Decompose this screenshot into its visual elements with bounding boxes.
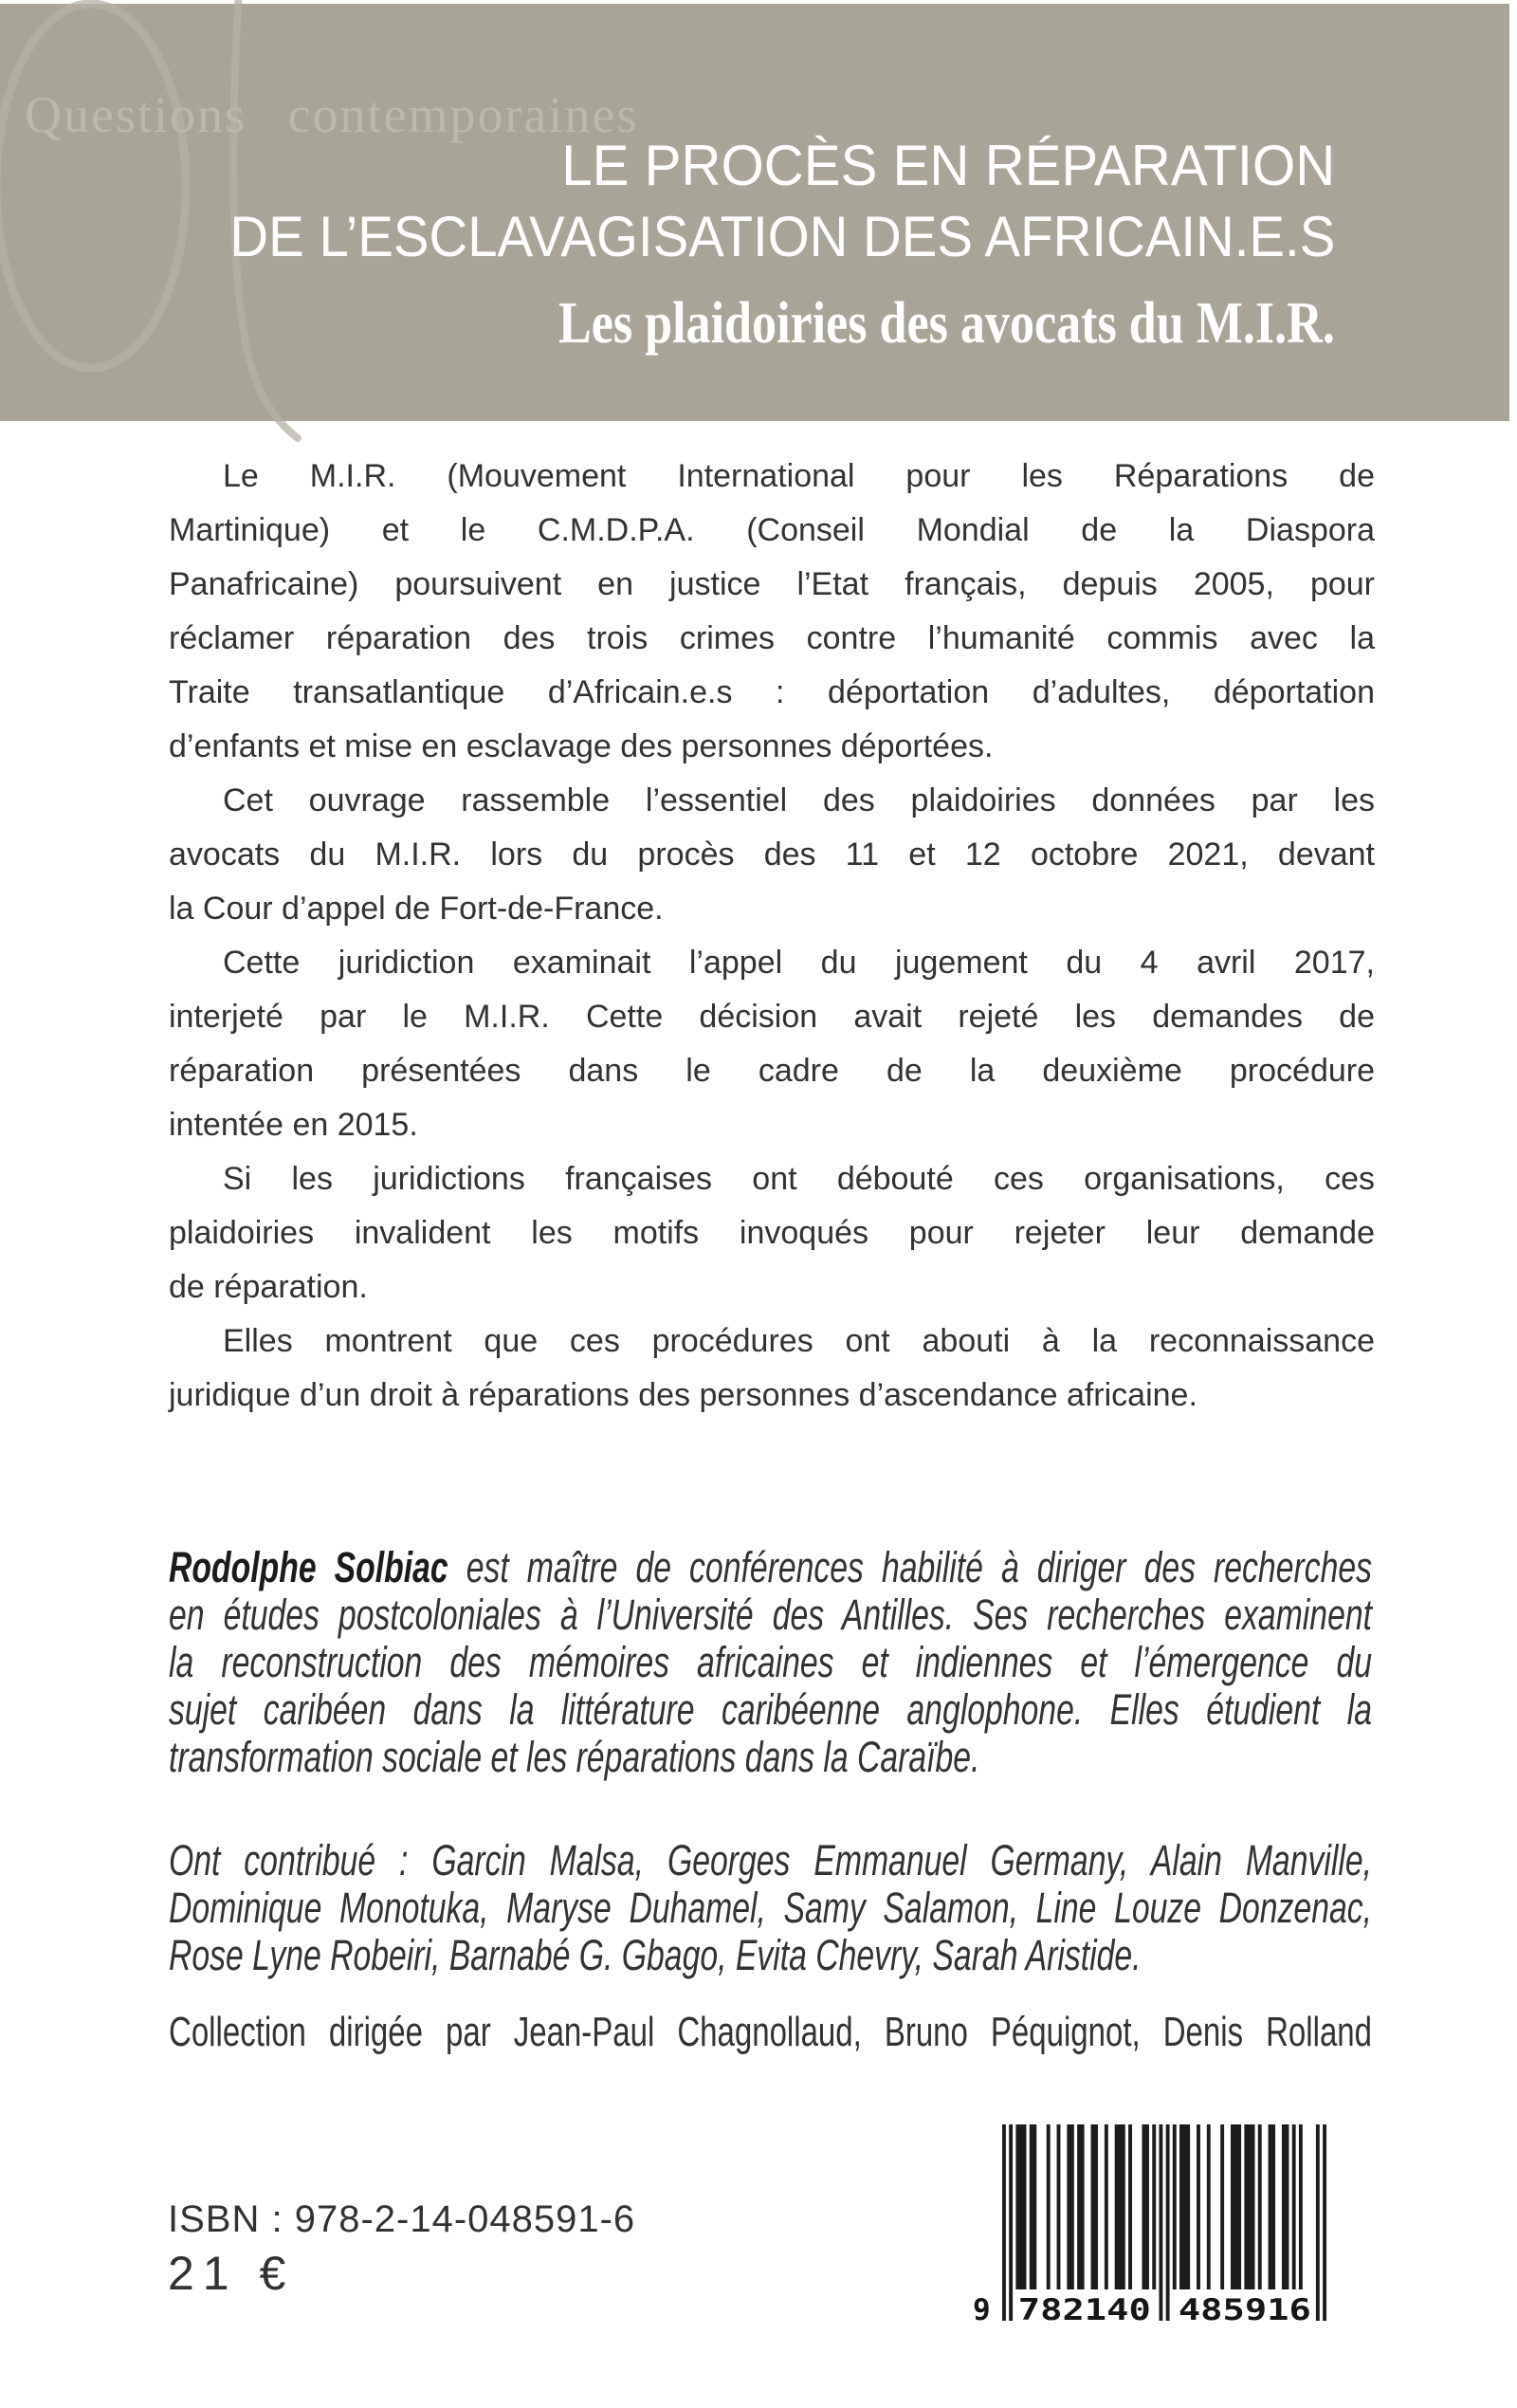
text-line: Dominique Monotuka, Maryse Duhamel, Samy Salamon, Line Louze Donzenac, [169,1884,1372,1932]
synopsis [169,450,1375,1423]
price-label: 21 € [168,2247,295,2300]
text-line: en études postcoloniales à l’Université des Antilles. Ses recherches examinent [169,1590,1372,1639]
barcode-digits: 782140 [1017,2293,1151,2325]
text-line: la reconstruction des mémoires africaines et indiennes et l’émergence du [169,1638,1372,1686]
book-subtitle-text: Les plaidoiries des avocats du M.I.R. [558,291,1335,356]
book-title-line-1 [538,134,1335,197]
text-line: transformation sociale et les réparations dans la Caraïbe. [169,1733,980,1781]
collection-band [0,4,1509,421]
text-line: interjeté par le M.I.R. Cette décision avait rejeté les demandes de [169,999,1375,1035]
text-line: réclamer réparation des trois crimes contre l’humanité commis avec la [169,620,1375,656]
book-subtitle [411,291,1335,356]
contributors [169,1837,1372,1979]
text-line: réparation présentées dans le cadre de la deuxième procédure [169,1053,1375,1089]
barcode-digits: 485916 [1178,2293,1311,2325]
text-line: intentée en 2015. [169,1107,418,1143]
text-line: Le M.I.R. (Mouvement International pour les Réparations de [223,458,1375,494]
text-line: Cet ouvrage rassemble l’essentiel des plaidoiries données par les [223,782,1375,818]
text-line: sujet caribéen dans la littérature caribéenne anglophone. Elles étudient la [169,1685,1372,1734]
text-line: Martinique) et le C.M.D.P.A. (Conseil Mondial de la Diaspora [169,512,1375,548]
author-bio [169,1544,1372,1781]
text-line: Si les juridictions françaises ont débouté ces organisations, ces [223,1161,1375,1197]
text-line: Panafricaine) poursuivent en justice l’Etat français, depuis 2005, pour [169,566,1375,602]
text-line: d’enfants et mise en esclavage des personnes déportées. [169,728,994,764]
isbn-label: ISBN : 978-2-14-048591-6 [168,2198,636,2240]
barcode-digits: 9 [973,2293,991,2325]
text-line: avocats du M.I.R. lors du procès des 11 et 12 octobre 2021, devant [169,836,1375,873]
book-title-text-1: LE PROCÈS EN RÉPARATION [560,134,1335,197]
text-line: la Cour d’appel de Fort-de-France. [169,891,664,927]
text-line: Rodolphe Solbiac est maître de conférences habilité à diriger des recherches [169,1543,1372,1591]
collection-watermark: Questions contemporaines [25,86,639,143]
book-title-text-2: DE L’ESCLAVAGISATION DES AFRICAIN.E.S [229,205,1335,268]
text-line: Traite transatlantique d’Africain.e.s : déportation d’adultes, déportation [169,674,1375,710]
collection-note-text: Collection dirigée par Jean-Paul Chagnollaud, Bruno Péquignot, Denis Rolland [169,2009,1372,2055]
book-title-line-2 [159,205,1335,268]
text-line: juridique d’un droit à réparations des personnes d’ascendance africaine. [169,1377,1197,1413]
text-line: plaidoiries invalident les motifs invoqués pour rejeter leur demande [169,1215,1375,1251]
text-line: de réparation. [169,1269,368,1305]
collection-note [169,2009,1372,2056]
text-line: Cette juridiction examinait l’appel du jugement du 4 avril 2017, [223,945,1375,981]
author-name: Rodolphe Solbiac [169,1543,448,1591]
text-line: Rose Lyne Robeiri, Barnabé G. Gbago, Evita Chevry, Sarah Aristide. [169,1931,1142,1979]
text-line: Ont contribué : Garcin Malsa, Georges Emmanuel Germany, Alain Manville, [169,1836,1372,1884]
text-line: Elles montrent que ces procédures ont abouti à la reconnaissance [223,1323,1375,1359]
ean13-barcode [965,2124,1327,2330]
